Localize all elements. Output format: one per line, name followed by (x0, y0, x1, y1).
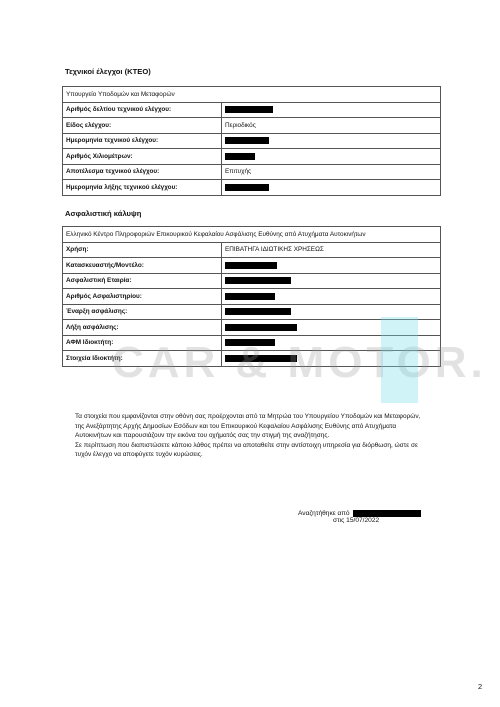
row-value (222, 258, 441, 274)
row-label: ΑΦΜ Ιδιοκτήτη: (63, 335, 222, 351)
row-value (222, 180, 441, 196)
table-header-cell: Υπουργείο Υποδομών και Μεταφορών (63, 87, 441, 103)
redacted-value (225, 106, 273, 113)
redacted-value (225, 184, 269, 191)
row-label: Αριθμός Ασφαλιστηρίου: (63, 289, 222, 305)
row-label: Ασφαλιστική Εταιρία: (63, 273, 222, 289)
redacted-value (225, 293, 275, 300)
row-label: Αποτέλεσμα τεχνικού ελέγχου: (63, 164, 222, 180)
table-header-cell: Ελληνικό Κέντρο Πληροφοριών Επικουρικού Κεφαλαίου Ασφάλισης Ευθύνης από Ατυχήματα Αυτοκινήτων (63, 227, 441, 243)
notice-paragraph-1: Τα στοιχεία που εμφανίζονται στην οθόνη σας προέρχονται από τα Μητρώα του Υπουργείου Υποδομών και Μεταφορών, της Ανεξάρτητης Αρχής Δημοσίων Εσόδων και του Επικουρικού Κεφαλαίου Ασφάλισης Ευθύνης από Ατυχήματα Αυτοκινήτων και παρουσιάζουν την εικόνα του οχήματός σας την στιγμή της αναζήτησης. (75, 413, 421, 439)
searched-by-label: Αναζητήθηκε από (298, 510, 350, 517)
row-label: Στοιχεία Ιδιοκτήτη: (63, 351, 222, 367)
redacted-value (225, 324, 297, 331)
notice-text (75, 412, 425, 460)
row-label: Είδος ελέγχου: (63, 118, 222, 134)
table-row (63, 242, 441, 258)
insurance-section-title: Ασφαλιστική κάλυψη (65, 209, 142, 218)
row-label: Έναρξη ασφάλισης: (63, 304, 222, 320)
row-value: ΕΠΙΒΑΤΗΓΑ ΙΔΙΩΤΙΚΗΣ ΧΡΗΣΕΩΣ (222, 242, 441, 258)
table-row (63, 118, 441, 134)
row-label: Ημερομηνία λήξης τεχνικού ελέγχου: (63, 180, 222, 196)
ktel-table (62, 86, 441, 196)
redacted-value (225, 153, 255, 160)
table-row (63, 102, 441, 118)
page-number: 2 (478, 682, 483, 691)
table-row (63, 133, 441, 149)
redacted-value (225, 277, 291, 284)
redacted-value (225, 308, 291, 315)
table-row (63, 289, 441, 305)
table-row (63, 258, 441, 274)
row-label: Αριθμός Χιλιομέτρων: (63, 149, 222, 165)
table-row (63, 273, 441, 289)
table-header-row (63, 227, 441, 243)
table-row (63, 149, 441, 165)
row-label: Αριθμός δελτίου τεχνικού ελέγχου: (63, 102, 222, 118)
row-value (222, 289, 441, 305)
row-value (222, 133, 441, 149)
redacted-value (225, 137, 269, 144)
row-label: Λήξη ασφάλισης: (63, 320, 222, 336)
row-value (222, 273, 441, 289)
watermark: CAR & MOTOR. (112, 338, 487, 387)
table-row (63, 180, 441, 196)
row-value: Επιτυχής (222, 164, 441, 180)
row-value (222, 149, 441, 165)
row-label: Ημερομηνία τεχνικού ελέγχου: (63, 133, 222, 149)
redacted-value (225, 262, 277, 269)
ktel-section-title: Τεχνικοί έλεγχοι (ΚΤΕΟ) (65, 67, 151, 76)
row-label: Κατασκευαστής/Μοντέλο: (63, 258, 222, 274)
row-label: Χρήση: (63, 242, 222, 258)
row-value: Περιοδικός (222, 118, 441, 134)
table-header-row (63, 87, 441, 103)
table-row (63, 164, 441, 180)
notice-paragraph-2: Σε περίπτωση που διαπιστώσετε κάποιο λάθος πρέπει να αποταθείτε στην αντίστοιχη υπηρεσία για διόρθωση, ώστε σε τυχόν έλεγχο να αποφύγετε τυχόν κυρώσεις. (75, 441, 418, 458)
search-date: στις 15/07/2022 (333, 517, 380, 524)
watermark-accent (381, 317, 418, 403)
redacted-user (353, 510, 421, 517)
row-value (222, 102, 441, 118)
